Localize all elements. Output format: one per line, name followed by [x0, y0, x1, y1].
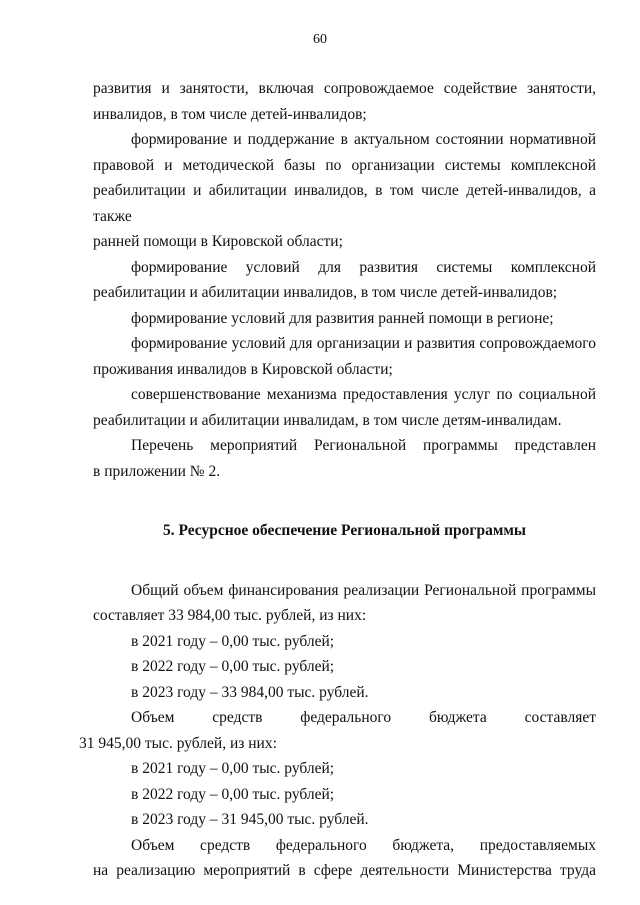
federal-year-2023: в 2023 году – 31 945,00 тыс. рублей. — [131, 811, 369, 828]
section-heading: 5. Ресурсное обеспечение Региональной программы — [162, 522, 527, 539]
text-line: Общий объем финансирования реализации Региональной программы — [131, 581, 596, 599]
page-content — [79, 76, 596, 884]
text-line: формирование условий для развития ранней помощи в регионе; — [131, 309, 554, 327]
paragraph-rehab-system — [93, 255, 596, 306]
text-line: реабилитации и абилитации инвалидам, в том числе детям-инвалидам. — [93, 411, 562, 429]
spacer — [93, 484, 596, 518]
text-line: формирование условий для организации и развития сопровождаемого — [131, 335, 596, 352]
text-line: формирование и поддержание в актуальном состоянии нормативной — [131, 131, 596, 148]
text-line: инвалидов, в том числе детей-инвалидов; — [93, 105, 367, 123]
text-line: Объем средств федерального бюджета, предоставляемых — [131, 836, 596, 854]
federal-year-2022: в 2022 году – 0,00 тыс. рублей; — [131, 785, 335, 803]
text-line: на реализацию мероприятий в сфере деятельности Министерства труда — [93, 862, 596, 879]
federal-year-2021: в 2021 году – 0,00 тыс. рублей; — [131, 760, 335, 777]
text-line: развития и занятости, включая сопровождаемое содействие занятости, — [93, 80, 596, 97]
paragraph-federal-ministry — [93, 833, 596, 884]
text-line: 31 945,00 тыс. рублей, из них: — [79, 734, 277, 752]
paragraph-employment — [93, 76, 596, 127]
paragraph-federal-funding — [79, 705, 596, 756]
text-line: Объем средств федерального бюджета составляет — [131, 709, 596, 726]
paragraph-total-funding — [93, 578, 596, 629]
text-line: формирование условий для развития системы комплексной — [131, 258, 596, 276]
page-number: 60 — [313, 32, 327, 47]
text-line: совершенствование механизма предоставления услуг по социальной — [131, 386, 596, 403]
funding-year-2021: в 2021 году – 0,00 тыс. рублей; — [131, 632, 335, 650]
text-line: в приложении № 2. — [93, 462, 221, 480]
funding-year-2022: в 2022 году – 0,00 тыс. рублей; — [131, 658, 335, 675]
paragraph-regulatory-base — [93, 127, 596, 255]
text-line: реабилитации и абилитации инвалидов, в том числе детей-инвалидов, а также — [93, 182, 596, 225]
funding-year-2023: в 2023 году – 33 984,00 тыс. рублей. — [131, 683, 369, 701]
text-line: проживания инвалидов в Кировской области; — [93, 360, 393, 378]
text-line: ранней помощи в Кировской области; — [93, 233, 343, 250]
text-line: реабилитации и абилитации инвалидов, в том числе детей-инвалидов; — [93, 284, 558, 301]
paragraph-supported-living — [93, 331, 596, 382]
paragraph-appendix-reference — [93, 433, 596, 484]
text-line: составляет 33 984,00 тыс. рублей, из них: — [93, 607, 367, 624]
text-line: Перечень мероприятий Региональной программы представлен — [131, 437, 596, 454]
paragraph-early-help — [93, 306, 596, 332]
paragraph-services — [93, 382, 596, 433]
spacer — [93, 544, 596, 578]
text-line: правовой и методической базы по организации системы комплексной — [93, 156, 596, 174]
